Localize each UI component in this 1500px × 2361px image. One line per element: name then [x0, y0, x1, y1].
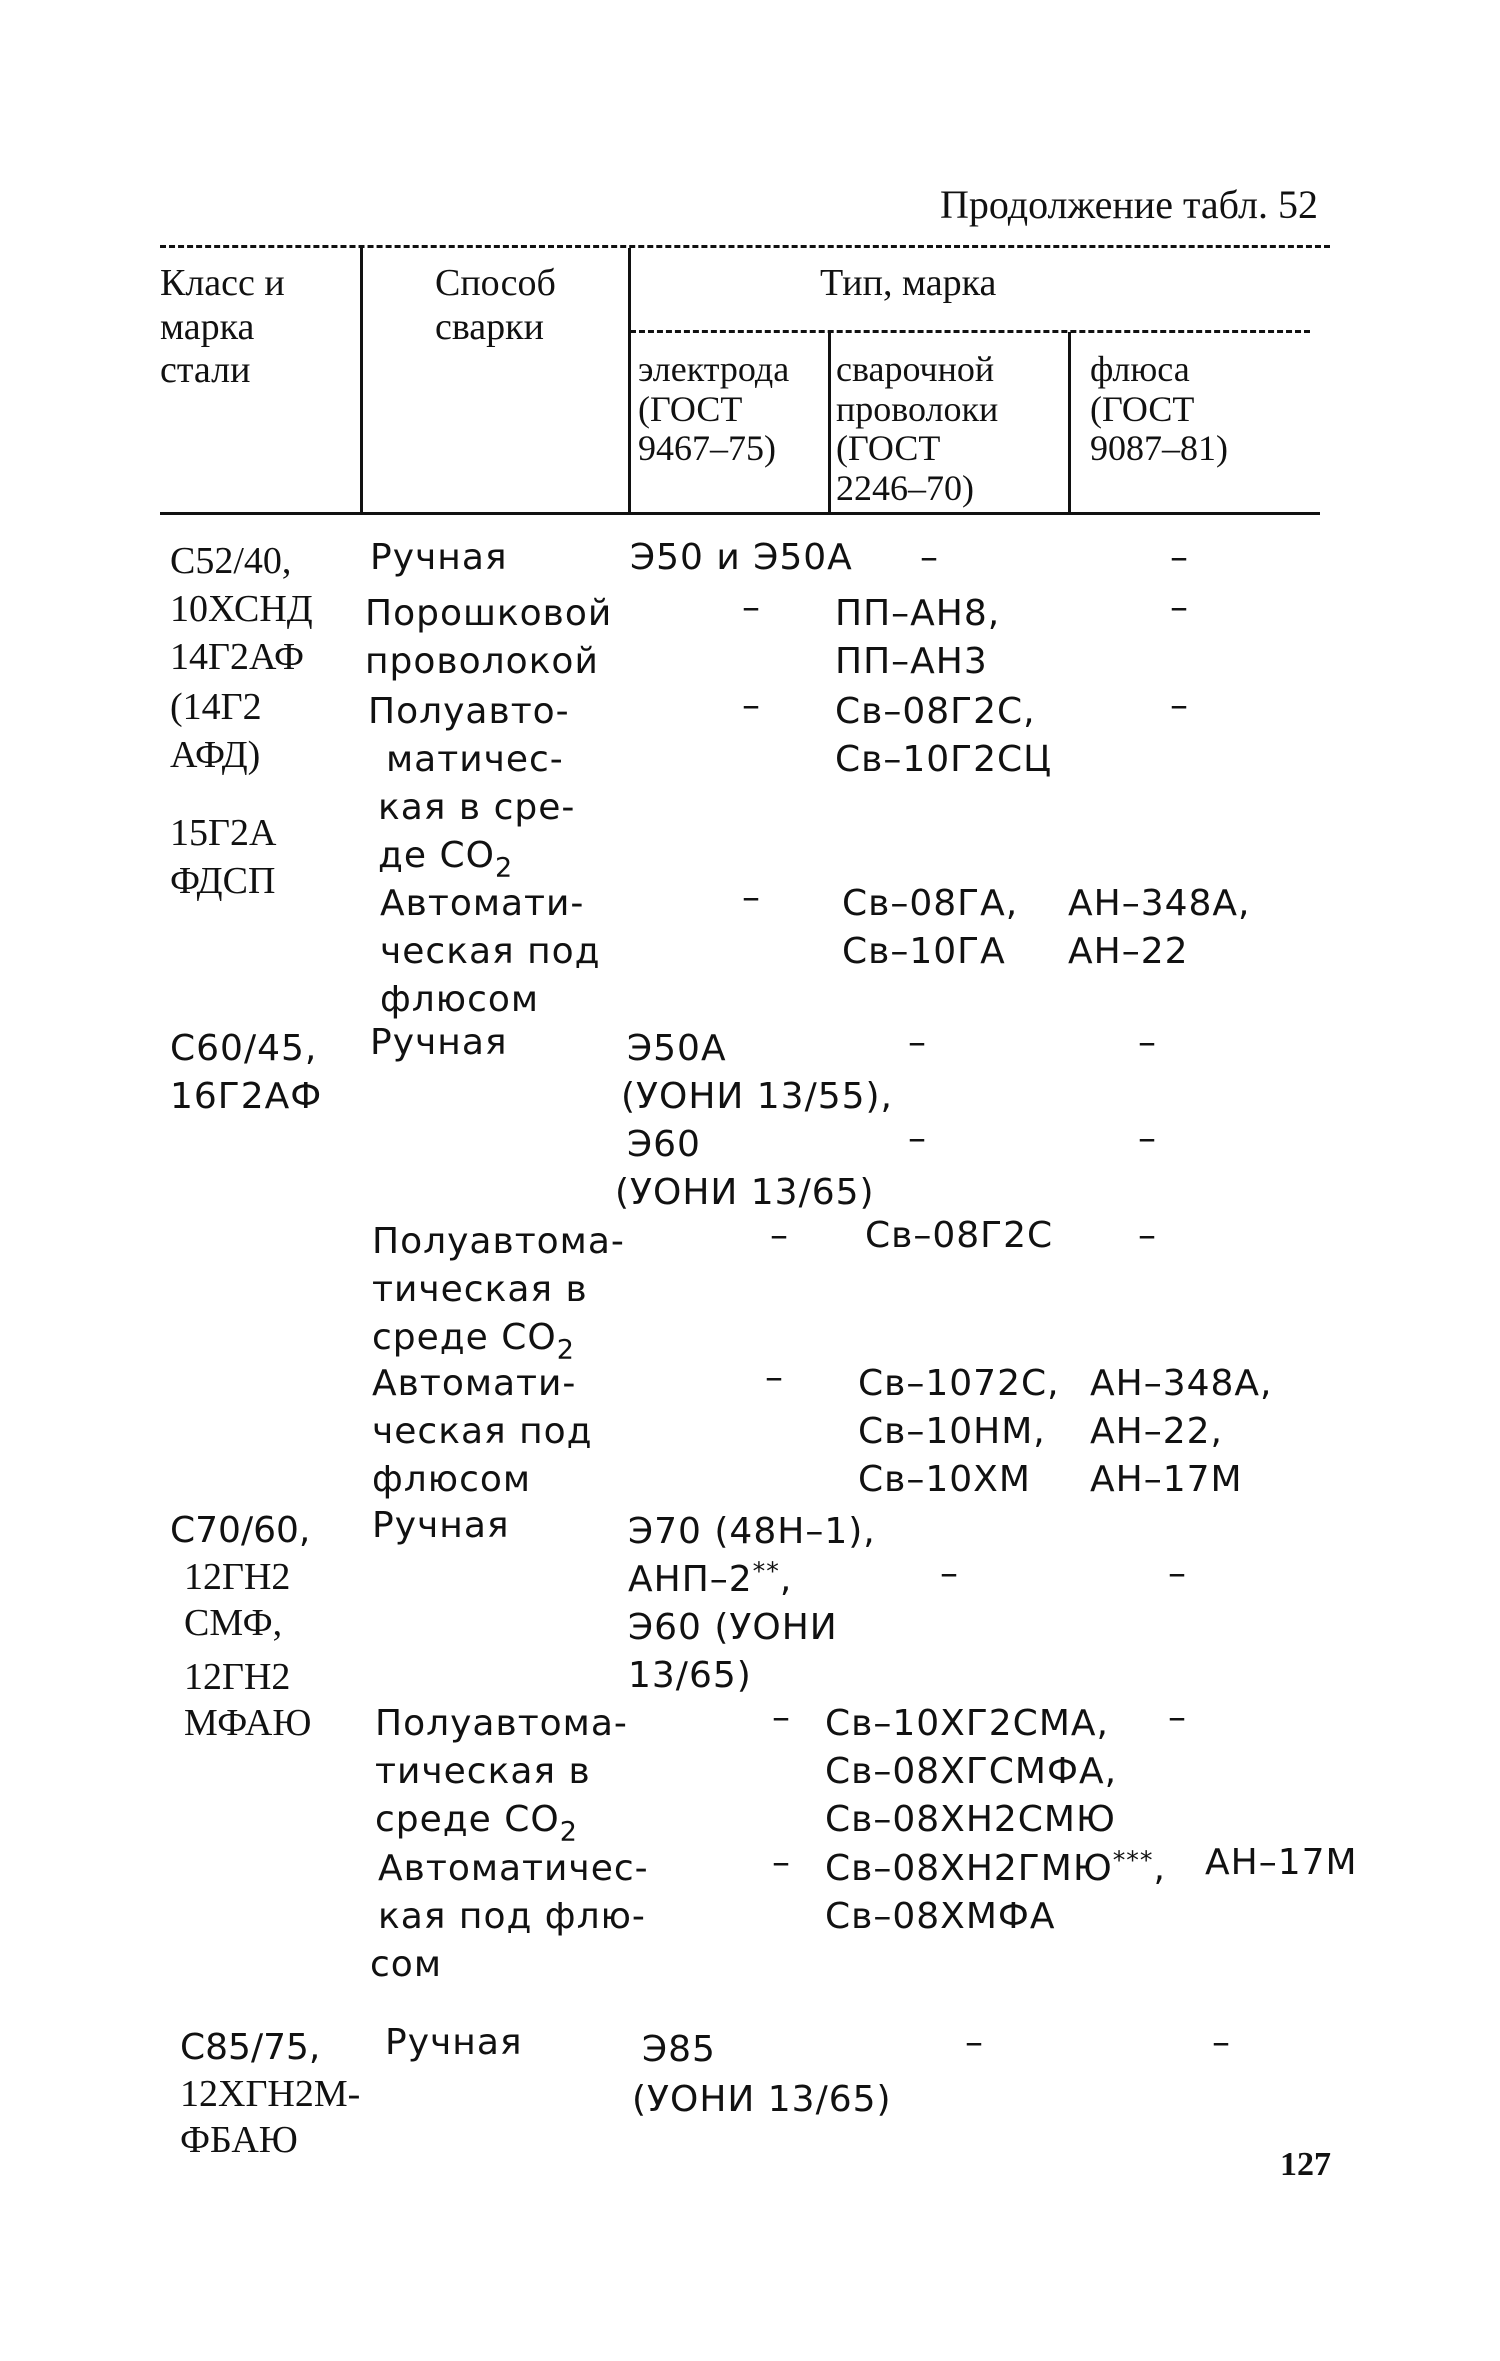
col-divider-3: [828, 332, 831, 512]
row2-method-submerged-arc: Автомати- ческая под флюсом: [372, 1363, 593, 1500]
row3-flux-manual: –: [1168, 1553, 1187, 1594]
col-divider-1: [360, 248, 363, 512]
row4-electrode-manual: Э85 (УОНИ 13/65): [632, 2029, 892, 2120]
col-divider-4: [1068, 332, 1071, 512]
header-bottom-rule: [160, 512, 1320, 515]
row1-flux-flux-cored: –: [1170, 587, 1189, 628]
row3-electrode-manual: Э70 (48Н–1), АНП–2**, Э60 (УОНИ 13/65): [628, 1511, 876, 1696]
row1-flux-submerged-arc: АН–348А, АН–22: [1068, 883, 1251, 972]
row1-steel-class: С52/40, 10ХСНД 14Г2АФ (14Г2 АФД) 15Г2А ФДСП: [170, 540, 313, 902]
row2-flux-submerged-arc: АН–348А, АН–22, АН–17М: [1090, 1363, 1273, 1500]
row3-wire-submerged-arc: Св–08ХН2ГМЮ***, Св–08ХМФА: [825, 1845, 1166, 1937]
row1-electrode-submerged-arc: –: [742, 877, 761, 918]
row2-flux-semiauto-co2: –: [1138, 1215, 1157, 1256]
header-group-type: Тип, марка: [820, 262, 997, 304]
row2-method-manual: Ручная: [370, 1022, 508, 1063]
row1-method-semiauto-co2: Полуавто- матичес- кая в сре- де $CO_2$: [368, 691, 576, 884]
row3-wire-manual: –: [940, 1553, 959, 1594]
row2-electrode-manual: Э50А (УОНИ 13/55), Э60 (УОНИ 13/65): [615, 1028, 893, 1213]
row2-method-semiauto-co2: Полуавтома- тическая в среде $CO_2$: [372, 1221, 625, 1366]
table-top-rule: [160, 245, 1330, 248]
row4-wire-manual: –: [965, 2022, 984, 2063]
row3-flux-semiauto-co2: –: [1168, 1697, 1187, 1738]
row3-method-manual: Ручная: [372, 1505, 510, 1546]
row2-electrode-semiauto-co2: –: [770, 1215, 789, 1256]
row3-flux-submerged-arc: АН–17М: [1205, 1842, 1358, 1883]
header-col-electrode: электрода (ГОСТ 9467–75): [638, 349, 790, 469]
row1-electrode-manual: Э50 и Э50А: [630, 537, 853, 578]
col-divider-2: [628, 248, 631, 512]
row2-wire-semiauto-co2: Св–08Г2С: [865, 1215, 1054, 1256]
row3-method-submerged-arc: Автоматичес- кая под флю- сом: [370, 1848, 649, 1985]
row3-wire-semiauto-co2: Св–10ХГ2СМА, Св–08ХГСМФА, Св–08ХН2СМЮ: [825, 1703, 1118, 1840]
row1-method-flux-cored: Порошковой проволокой: [365, 593, 613, 682]
row1-electrode-semiauto-co2: –: [742, 685, 761, 726]
row4-method-manual: Ручная: [385, 2022, 523, 2063]
row2-steel-class: С60/45, 16Г2АФ: [170, 1028, 323, 1117]
row1-wire-flux-cored: ПП–АН8, ПП–АН3: [835, 593, 1001, 682]
header-col-wire: сварочной проволоки (ГОСТ 2246–70): [836, 349, 999, 508]
row2-flux-manual-1: –: [1138, 1022, 1157, 1063]
row1-wire-semiauto-co2: Св–08Г2С, Св–10Г2СЦ: [835, 691, 1053, 780]
row1-method-submerged-arc: Автомати- ческая под флюсом: [380, 883, 601, 1020]
row3-electrode-semiauto-co2: –: [772, 1697, 791, 1738]
row2-flux-manual-2: –: [1138, 1118, 1157, 1159]
row3-method-semiauto-co2: Полуавтома- тическая в среде $CO_2$: [375, 1703, 628, 1848]
header-group-rule: [630, 330, 1310, 333]
page-number: 127: [1280, 2146, 1331, 2183]
row1-method-manual: Ручная: [370, 537, 508, 578]
row1-wire-manual: –: [920, 537, 939, 578]
row1-flux-manual: –: [1170, 537, 1189, 578]
row4-steel-class: С85/75, 12ХГН2М- ФБАЮ: [180, 2027, 361, 2161]
row4-flux-manual: –: [1212, 2022, 1231, 2063]
header-col-class: Класс и марка стали: [160, 262, 285, 392]
row2-wire-manual-2: –: [908, 1118, 927, 1159]
row1-electrode-flux-cored: –: [742, 587, 761, 628]
row1-flux-semiauto-co2: –: [1170, 685, 1189, 726]
table-caption: Продолжение табл. 52: [940, 182, 1318, 227]
row2-electrode-submerged-arc: –: [765, 1357, 784, 1398]
header-col-flux: флюса (ГОСТ 9087–81): [1090, 349, 1228, 469]
row1-wire-submerged-arc: Св–08ГА, Св–10ГА: [842, 883, 1019, 972]
row2-wire-manual-1: –: [908, 1022, 927, 1063]
header-col-method: Способ сварки: [435, 262, 556, 348]
row3-electrode-submerged-arc: –: [772, 1842, 791, 1883]
row2-wire-submerged-arc: Св–1072С, Св–10НМ, Св–10ХМ: [858, 1363, 1060, 1500]
row3-steel-class: С70/60, 12ГН2 СМФ, 12ГН2 МФАЮ: [170, 1510, 312, 1744]
